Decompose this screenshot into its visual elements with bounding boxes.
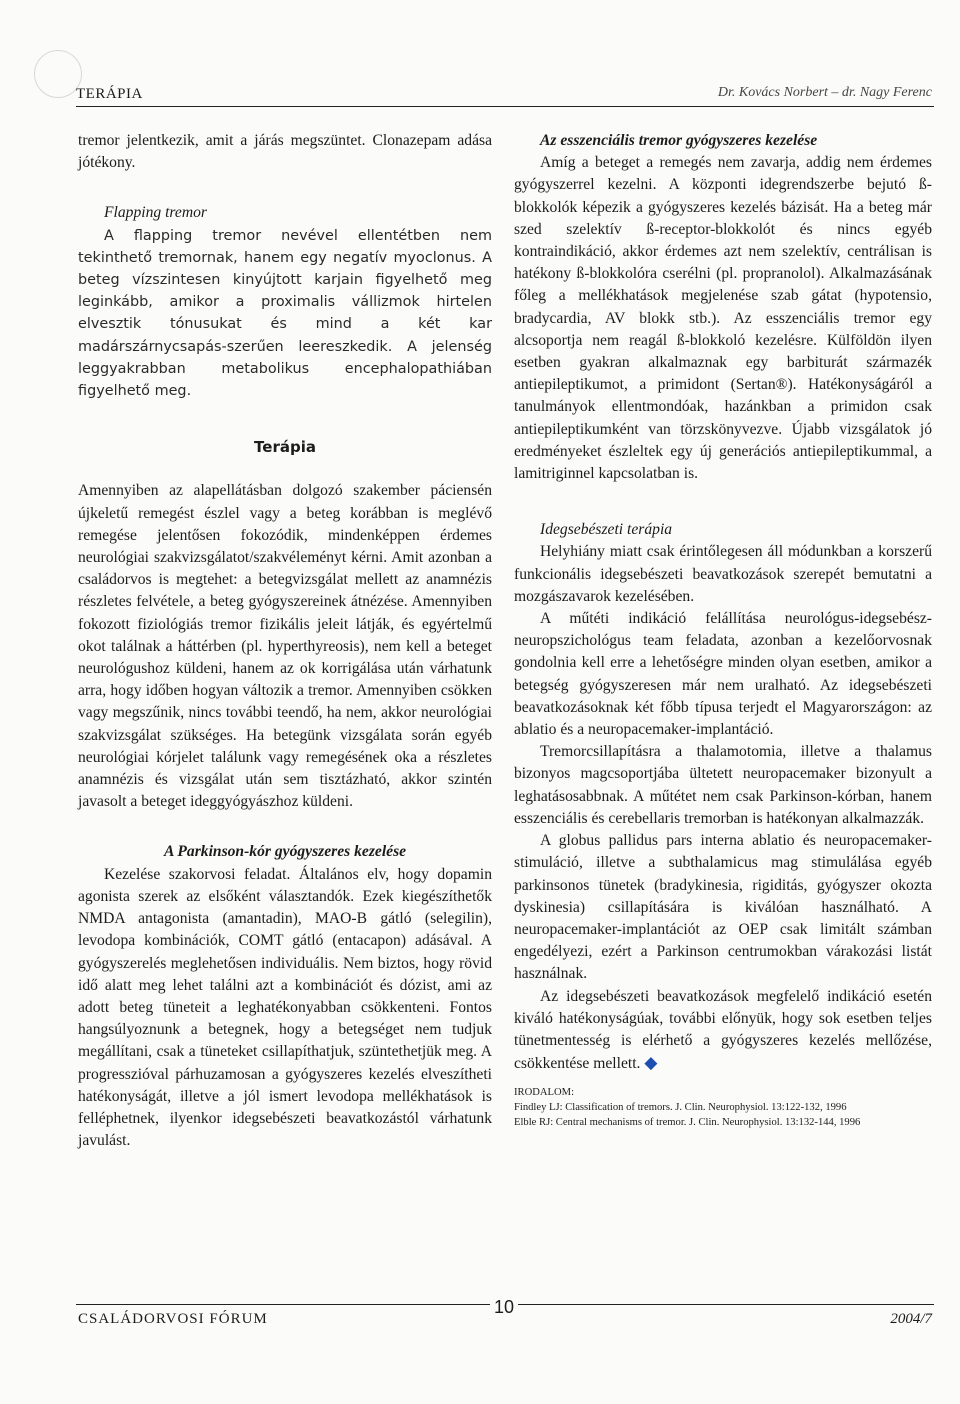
page-number: 10	[490, 1297, 518, 1318]
neurosurgery-heading: Idegsebészeti terápia	[540, 521, 673, 539]
end-diamond-icon: ◆	[644, 1053, 658, 1073]
parkinson-heading: A Parkinson-kór gyógyszeres kezelése	[163, 843, 407, 861]
section-title: TERÁPIA	[76, 86, 143, 102]
reference-item: Findley LJ: Classification of tremors. J. Clin. Neurophysiol. 13:122-132, 1996	[514, 1102, 847, 1114]
neurosurgery-paragraph-5-text: Az idegsebészeti beavatkozások megfelelő indikáció esetén kiváló hatékonyságúak, további előnyük, hogy sok esetben teljes tünetmentesség is elérhető a gyógyszeres kezelés mellőzése, csökkentése mellett.	[514, 987, 932, 1073]
terapia-paragraph: Amennyiben az alapellátásban dolgozó szakember páciensén újkeletű remegést észlel vagy a beteg korábban is meglévő remegése jelentősen fokozódik, mindenképpen érdemes neurológiai szakvizsgálatot/szakvéleményt kérni. Amit azonban a családorvos is megtehet: a betegvizsgálat mellett az anamnézis részletes felvétele, a beteg gyógyszereinek átnézése. Amennyiben fokozott fiziológiás tremor fizikális jeleit látják, és egyértelmű okot találnak a háttérben (pl. hyperthyreosis), nem kell a beteget neurológushoz küldeni, hanem az ok korrigálása után várhatunk arra, hogy időben hogyan változik a tremor. Amennyiben csökken vagy megszűnik, nincs további teendő, ha nem, akkor neurológiai szakvizsgálat szükséges. Ha betegünk vizsgálata során egyéb neurológiai kórjelet találunk vagy remegésének oka a részletes anamnézis és vizsgálat után sem tisztázható, akkor szintén javasolt a beteget ideggyógyászhoz küldeni.	[78, 482, 492, 811]
decorative-circle	[34, 50, 82, 98]
parkinson-paragraph: Kezelése szakorvosi feladat. Általános elv, hogy dopamin agonista szerek az elsőként választandók. Ezek kiegészíthetők NMDA antagonista (amantadin), MAO-B gátló (selegilin), levodopa kombinációk, COMT gátló (entacapon) adásával. A gyógyszerelés meglehetősen individuális. Nem biztos, hogy rövid idő alatt meg lehet találni azt a kombinációt és dózist, ami az adott beteg tüneteit a leghatékonyabban csökkenteni. Fontos hangsúlyoznunk a betegnek, hogy a betegséget nem tudjuk megállítani, csak a tüneteket csillapíthatjuk, szüntethetjük meg. A progresszióval párhuzamosan a gyógyszeres kezelés elveszítheti hatékonyságát, illetve a jól ismert levodopa mellékhatások is felléphetnek, ilyenkor idegsebészeti beavatkozástól várhatunk javulást.	[78, 865, 492, 1150]
terapia-heading: Terápia	[254, 438, 316, 457]
left-column	[78, 130, 492, 1152]
authors: Dr. Kovács Norbert – dr. Nagy Ferenc	[717, 85, 932, 100]
essential-paragraph: Amíg a beteget a remegés nem zavarja, addig nem érdemes gyógyszerrel kezelni. A központi idegrendszerbe bejutó ß-blokkolók képezik a gyógyszeres kezelés bázisát. Ha a beteg már szed szelektív ß-receptor-blokkolót és nincs egyéb kontraindikáció, akkor érdemes azt nem szelektív, centrálisan is hatékony ß-blokkolóra cserélni (pl. propranolol). Alkalmazásának főleg a mellékhatások megjelenése szab gátat (hypotensio, bradycardia, AV blokk stb.). Az esszenciális tremor egy alcsoportja nem reagál ß-blokkoló kezelésre. Külföldön ilyen esetben gyakran alkalmaznak egy barbiturát származék antiepileptikumot, a primidont (Sertan®). Hatékonyságáról a tanulmányok ellentmondóak, hazánkban a primidon csak antiepileptikumként van törzskönyvezve. Újabb vizsgálatok jó eredményeket észleltek egy új generációs antiepileptikummal, a lamitriginnel kapcsolatban is.	[514, 154, 932, 483]
neurosurgery-paragraph-5	[514, 986, 932, 1076]
flapping-heading: Flapping tremor	[104, 204, 207, 222]
neurosurgery-paragraph-4: A globus pallidus pars interna ablatio és neuropacemaker-stimuláció, illetve a subthalamicus mag stimulálása egyéb parkinsonos tünetek (bradykinesia, rigiditás, gyógyszer okozta dyskinesia) csillapítására is kiválóan használható. A neuropacemaker-implantációt az OEP csak limitált számban engedélyezi, ezért a Parkinson centrumokban várakozási listát használnak.	[514, 832, 932, 983]
references-title: IRODALOM:	[514, 1087, 575, 1099]
neurosurgery-paragraph-2: A műtéti indikáció felállítása neurológus-idegsebész-neuropszichológus team feladata, azonban a kezelőorvosnak gondolnia kell erre a lehetőségre minden olyan esetben, amikor a betegség gyógyszeresen már nem uralható. Az idegsebészeti beavatkozásoknak két főbb típusa terjedt el Magyarországon: az ablatio és a neuropacemaker-implantáció.	[514, 610, 932, 739]
neurosurgery-paragraph-1: Helyhiány miatt csak érintőlegesen áll módunkban a korszerű funkcionális idegsebészeti beavatkozások szerepét bemutatni a mozgászavarok kezelésében.	[514, 543, 932, 605]
header-rule	[76, 106, 934, 107]
references	[514, 1085, 932, 1130]
flapping-paragraph: A flapping tremor nevével ellentétben nem tekinthető tremornak, hanem egy negatív myoclonus. A beteg vízszintesen kinyújtott karjain figyelhető meg leginkább, amikor a proximalis vállizmok hirtelen elvesztik tónusukat és mind a két kar madárszárnycsapás-szerűen leereszkedik. A jelenség leggyakrabban metabolikus encephalopathiában figyelhető meg.	[78, 227, 492, 400]
essential-heading: Az esszenciális tremor gyógyszeres kezelése	[540, 132, 818, 149]
journal-name: CSALÁDORVOSI FÓRUM	[78, 1311, 268, 1327]
reference-item: Elble RJ: Central mechanisms of tremor. J. Clin. Neurophysiol. 13:132-144, 1996	[514, 1117, 861, 1129]
intro-paragraph: tremor jelentkezik, amit a járás megszüntet. Clonazepam adása jótékony.	[78, 132, 492, 172]
neurosurgery-paragraph-3: Tremorcsillapításra a thalamotomia, illetve a thalamus bizonyos magcsoportjába ültetett neuropacemaker bizonyult a leghatásosabbnak. A műtétet nem csak Parkinson-kórban, hanem esszenciális és cerebellaris tremorban is hatékonyan alkalmazzák.	[514, 743, 932, 827]
right-column	[514, 130, 932, 1130]
issue-number: 2004/7	[890, 1311, 932, 1327]
